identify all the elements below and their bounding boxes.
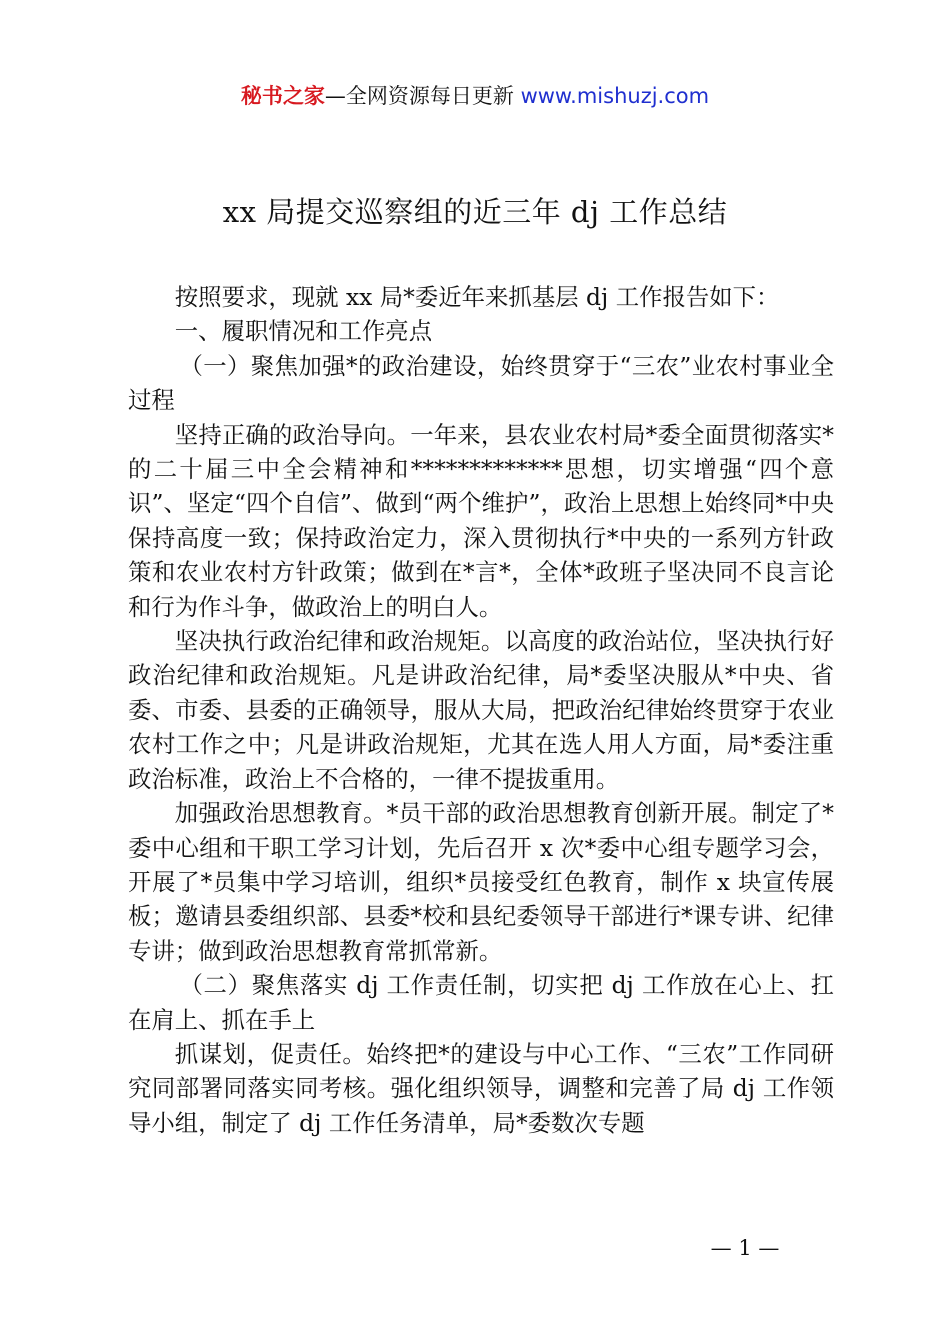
body-paragraph: 坚持正确的政治导向。一年来，县农业农村局*委全面贯彻落实*的二十届三中全会精神和*************思想，切实增强“四个意识”、坚定“四个自信”、做到“两个维护”，政治上思想上始终同*中央保持高度一致；保持政治定力，深入贯彻执行*中央的一系列方针政策和农业农村方针政策；做到在*言*，全体*政班子坚决同不良言论和行为作斗争，做政治上的明白人。 xyxy=(128,420,834,621)
document-title: xx 局提交巡察组的近三年 dj 工作总结 xyxy=(222,195,728,229)
intro-paragraph: 按照要求，现就 xx 局*委近年来抓基层 dj 工作报告如下： xyxy=(174,283,780,311)
section-heading: 一、履职情况和工作亮点 xyxy=(174,317,433,346)
site-url[interactable]: www.mishuzj.com xyxy=(520,84,710,108)
site-tagline: —全网资源每日更新 xyxy=(324,84,521,108)
subsection-heading: （一）聚焦加强*的政治建设，始终贯穿于“三农”业农村事业全过程 xyxy=(128,351,834,415)
document-body xyxy=(128,280,834,1140)
site-brand: 秘书之家 xyxy=(240,84,325,108)
body-paragraph: 坚决执行政治纪律和政治规矩。以高度的政治站位，坚决执行好政治纪律和政治规矩。凡是讲政治纪律，局*委坚决服从*中央、省委、市委、县委的正确领导，服从大局，把政治纪律始终贯穿于农业农村工作之中；凡是讲政治规矩，尤其在选人用人方面，局*委注重政治标准，政治上不合格的，一律不提拔重用。 xyxy=(128,627,834,793)
body-paragraph: 抓谋划，促责任。始终把*的建设与中心工作、“三农”工作同研究同部署同落实同考核。强化组织领导，调整和完善了局 dj 工作领导小组，制定了 dj 工作任务清单，局*委数次专题 xyxy=(128,1039,834,1137)
subsection-heading: （二）聚焦落实 dj 工作责任制，切实把 dj 工作放在心上、扛在肩上、抓在手上 xyxy=(128,971,834,1034)
page-number: — 1 — xyxy=(710,1236,780,1260)
body-paragraph: 加强政治思想教育。*员干部的政治思想教育创新开展。制定了*委中心组和干职工学习计划，先后召开 x 次*委中心组专题学习会，开展了*员集中学习培训，组织*员接受红色教育，制作 x 块宣传展板；邀请县委组织部、县委*校和县纪委领导干部进行*课专讲、纪律专讲；做到政治思想教育常抓常新。 xyxy=(128,799,834,965)
site-header xyxy=(0,80,950,112)
